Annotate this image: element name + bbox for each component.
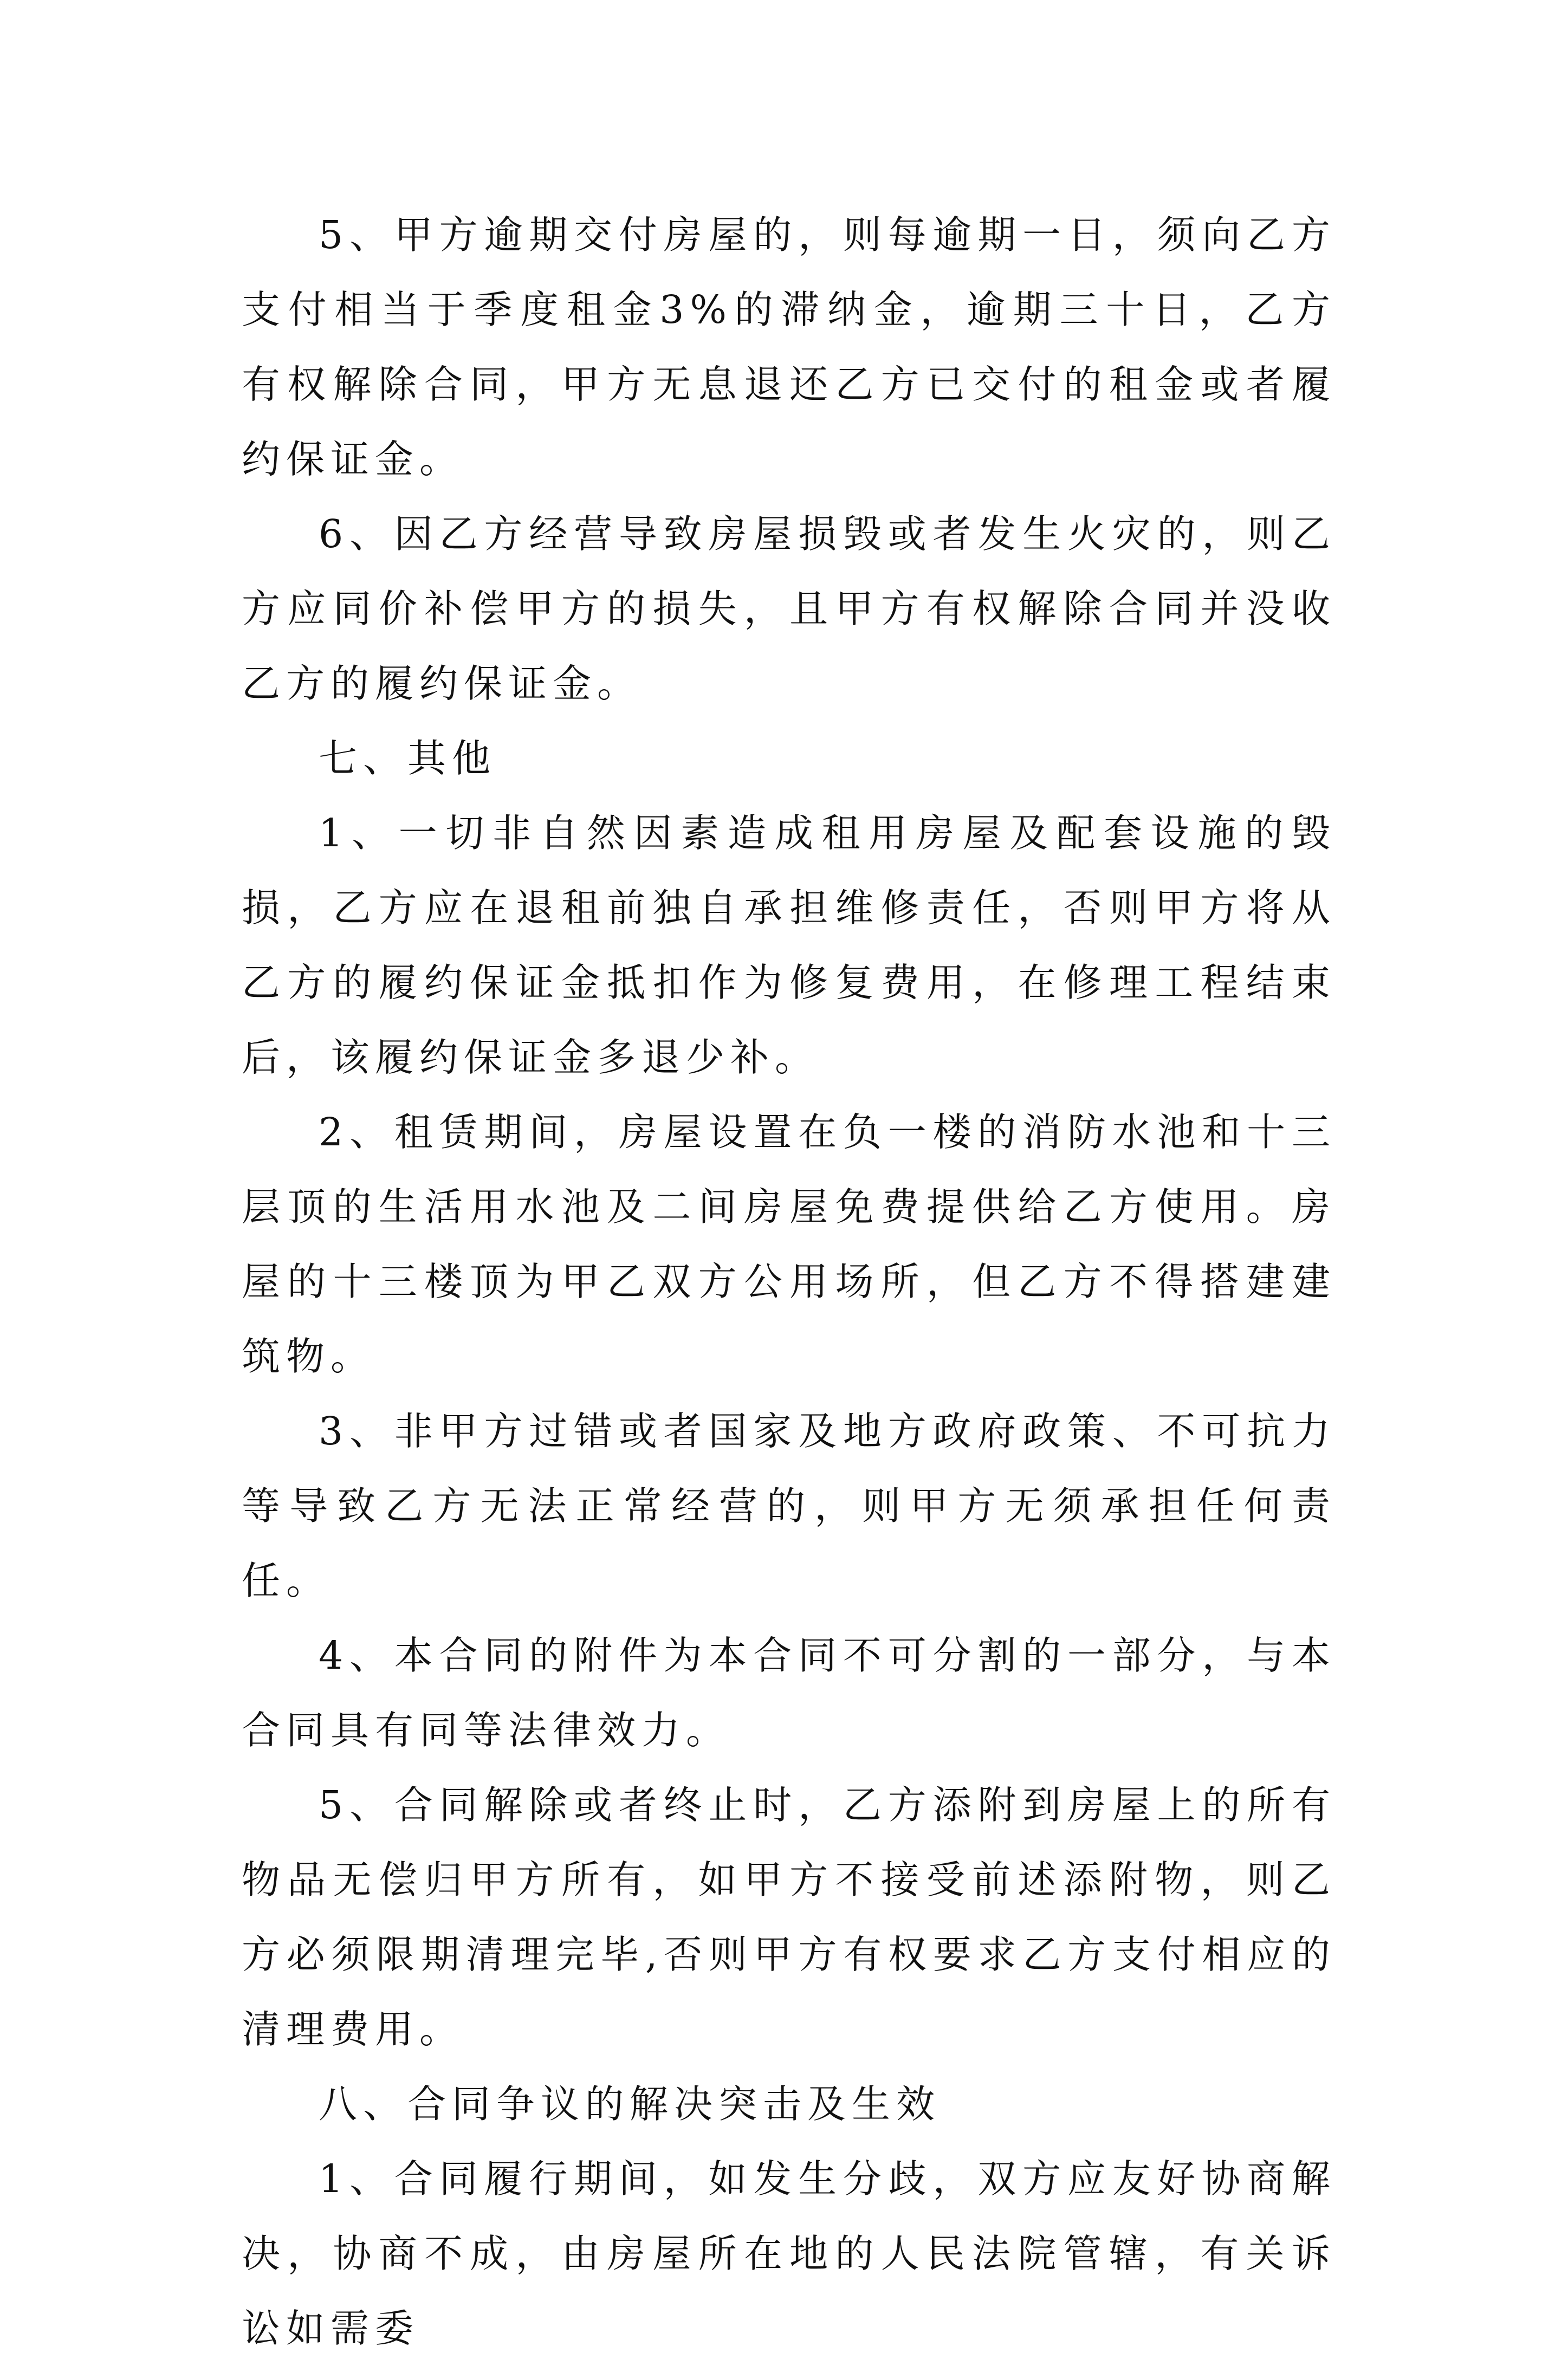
clause-6-5: 5、甲方逾期交付房屋的，则每逾期一日，须向乙方支付相当于季度租金3%的滞纳金，逾期三十日，乙方有权解除合同，甲方无息退还乙方已交付的租金或者履约保证金。 xyxy=(242,212,1336,482)
section-7-heading: 七、其他 xyxy=(319,736,497,781)
section-8-heading: 八、合同争议的解决突击及生效 xyxy=(319,2082,941,2127)
clause-7-2: 2、租赁期间，房屋设置在负一楼的消防水池和十三层顶的生活用水池及二间房屋免费提供给乙方使用。房屋的十三楼顶为甲乙双方公用场所，但乙方不得搭建建筑物。 xyxy=(242,1110,1336,1379)
clause-8-1: 1、合同履行期间，如发生分歧，双方应友好协商解决，协商不成，由房屋所在地的人民法院管辖，有关诉讼如需委 xyxy=(242,2156,1336,2351)
clause-7-1: 1、一切非自然因素造成租用房屋及配套设施的毁损，乙方应在退租前独自承担维修责任，否则甲方将从乙方的履约保证金抵扣作为修复费用，在修理工程结束后，该履约保证金多退少补。 xyxy=(242,811,1336,1080)
document-body xyxy=(242,198,1336,2366)
clause-7-4: 4、本合同的附件为本合同不可分割的一部分，与本合同具有同等法律效力。 xyxy=(242,1633,1336,1753)
clause-7-5: 5、合同解除或者终止时，乙方添附到房屋上的所有物品无偿归甲方所有，如甲方不接受前述添附物，则乙方必须限期清理完毕,否则甲方有权要求乙方支付相应的清理费用。 xyxy=(242,1782,1336,2052)
clause-6-6: 6、因乙方经营导致房屋损毁或者发生火灾的，则乙方应同价补偿甲方的损失，且甲方有权解除合同并没收乙方的履约保证金。 xyxy=(242,511,1336,706)
clause-7-3: 3、非甲方过错或者国家及地方政府政策、不可抗力等导致乙方无法正常经营的，则甲方无须承担任何责任。 xyxy=(242,1409,1336,1603)
